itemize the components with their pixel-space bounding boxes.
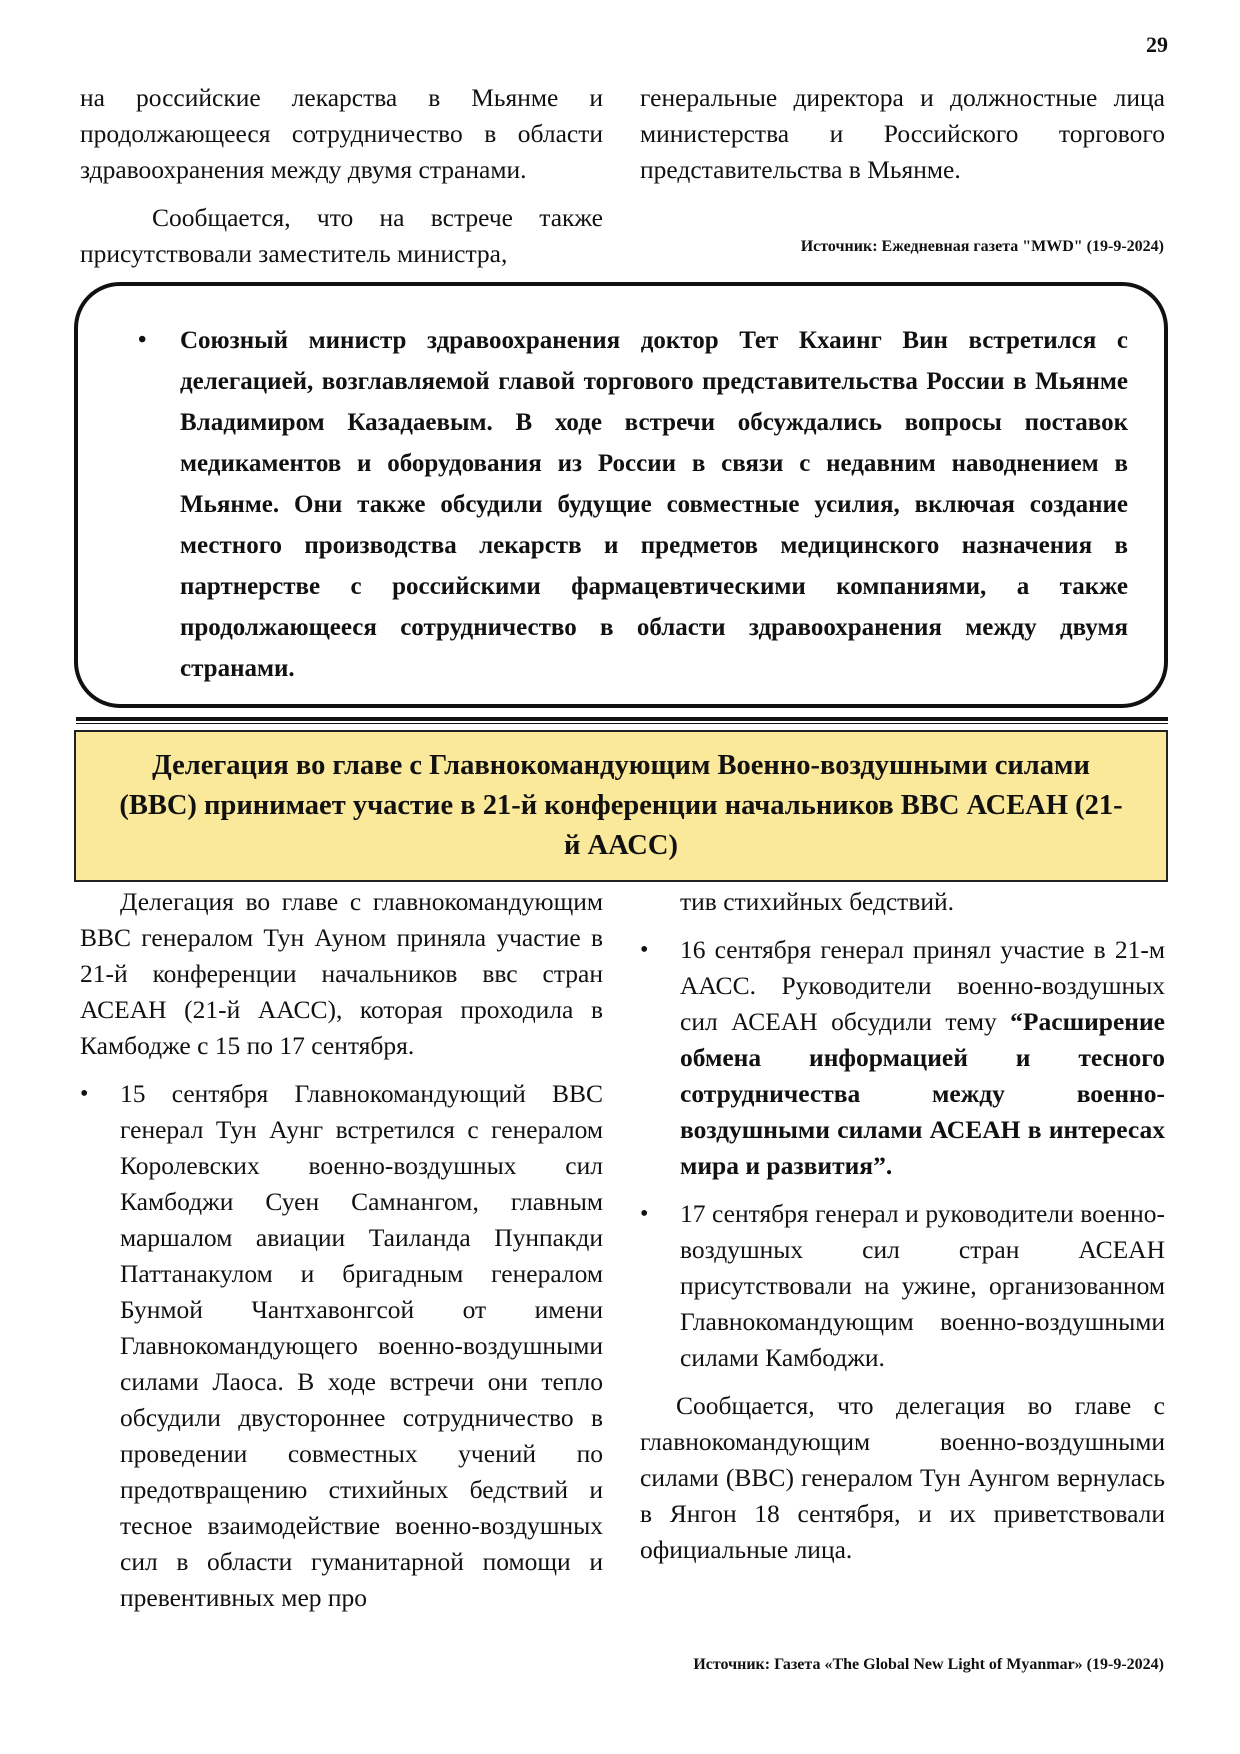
page-number: 29 bbox=[1146, 32, 1168, 57]
article-left-column bbox=[80, 884, 603, 1616]
list-item bbox=[640, 1196, 1165, 1376]
summary-bullet-item bbox=[138, 320, 1128, 689]
article-right-column bbox=[640, 884, 1165, 1568]
top-left-paragraph-2: Сообщается, что на встрече также присутствовали заместитель министра, bbox=[80, 203, 603, 268]
article-bullet-list-right bbox=[640, 932, 1165, 1376]
bullet-icon: • bbox=[138, 327, 147, 353]
bullet-1-text: 15 сентября Главнокомандующий ВВС генерал Тун Аунг встретился с генералом Королевских военно-воздушных сил Камбоджи Суен Самнангом, главным маршалом авиации Таиланда Пунпакди Паттанакулом и бригадным генералом Бунмой Чантхавонгсой от имени Главнокомандующего военно-воздушными силами Лаоса. В ходе встречи они тепло обсудили двустороннее сотрудничество в проведении совместных учений по предотвращению стихийных бедствий и тесное взаимодействие военно-воздушных сил в области гуманитарной помощи и превентивных мер про bbox=[120, 1079, 603, 1612]
article-title: Делегация во главе с Главнокомандующим Военно-воздушными силами (ВВС) принимает участие в 21-й конференции начальников ВВС АСЕАН (21-й ААСС) bbox=[119, 750, 1123, 861]
top-right-paragraph-1: генеральные директора и должностные лица министерства и Российского торгового представительства в Мьянме. bbox=[640, 83, 1165, 184]
summary-text: Союзный министр здравоохранения доктор Тет Кхаинг Вин встретился с делегацией, возглавляемой главой торгового представительства России в Мьянме Владимиром Казадаевым. В ходе встречи обсуждались вопросы поставок медикаментов и оборудования из России в связи с недавним наводнением в Мьянме. Они также обсудили будущие совместные усилия, включая создание местного производства лекарств и предметов медицинского назначения в партнерстве с российскими фармацевтическими компаниями, а также продолжающееся сотрудничество в области здравоохранения между двумя странами. bbox=[180, 327, 1128, 682]
list-item bbox=[640, 932, 1165, 1184]
article-source-line: Источник: Газета «The Global New Light of Myanmar» (19-9-2024) bbox=[693, 1656, 1164, 1673]
top-source-line: Источник: Ежедневная газета "MWD" (19-9-2024) bbox=[800, 238, 1164, 255]
bullet-2-bold-text: “Расширение обмена информацией и тесного сотрудничества между военно-воздушными силами АСЕАН в интересах мира и развития”. bbox=[680, 1007, 1165, 1180]
divider-thin bbox=[76, 723, 1168, 724]
top-right-column bbox=[640, 80, 1165, 188]
article-intro: Делегация во главе с главнокомандующим ВВС генералом Тун Ауном приняла участие в 21-й конференции начальников ввс стран АСЕАН (21-й ААСС), которая проходила в Камбодже с 15 по 17 сентября. bbox=[80, 887, 603, 1060]
list-item bbox=[80, 1076, 603, 1616]
divider-thick bbox=[76, 717, 1168, 721]
bullet-1-continuation: тив стихийных бедствий. bbox=[680, 887, 955, 916]
article-closing-paragraph: Сообщается, что делегация во главе с главнокомандующим военно-воздушными силами (ВВС) генералом Тун Аунгом вернулась в Янгон 18 сентября, и их приветствовали официальные лица. bbox=[640, 1391, 1165, 1564]
top-left-column bbox=[80, 80, 603, 272]
article-bullet-list-left bbox=[80, 1076, 603, 1616]
top-left-paragraph-1: на российские лекарства в Мьянме и продолжающееся сотрудничество в области здравоохранения между двумя странами. bbox=[80, 83, 603, 184]
article-title-banner bbox=[74, 730, 1168, 882]
bullet-2-text: 16 сентября генерал принял участие в 21-м ААСС. Руководители военно-воздушных сил АСЕАН обсудили тему bbox=[680, 935, 1165, 1036]
summary-box bbox=[74, 282, 1168, 708]
bullet-3-text: 17 сентября генерал и руководители военно-воздушных сил стран АСЕАН присутствовали на ужине, организованном Главнокомандующим военно-воздушными силами Камбоджи. bbox=[680, 1199, 1165, 1372]
